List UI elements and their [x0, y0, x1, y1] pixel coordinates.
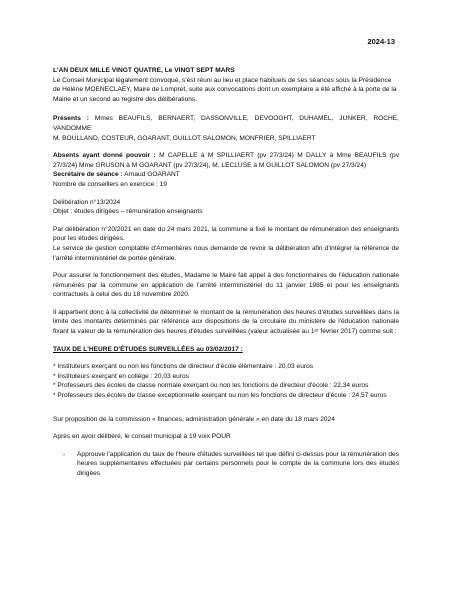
secretary-label: Secrétaire de séance :: [53, 171, 123, 179]
meeting-intro: Le Conseil Municipal légalement convoqué, s'est réuni au lieu et place habituels de ses séances sous la Présidence de Hélène MOENECLAEY, Maire de Lompret, suite aux convocations dont un exemplaire a été affiché à la porte de la Mairie et un second au registre des délibérations.: [53, 76, 397, 103]
secretary-line: [53, 170, 399, 180]
paragraph-1: Par délibération n°20/2021 en date du 24 mars 2021, la commune a fixé le montant de rémunération des enseignants pour les études dirigées.: [53, 225, 399, 243]
present-list-2: M. BOULLAND, COSTEUR, GOARANT, GUILLOT SALOMON, MONFRIER, SPILLIAERT: [53, 134, 316, 142]
absent-list: M CAPELLE à M SPILLIAERT (pv 27/3/24) M DALLY à Mme BEAUFILS (pv 27/3/24) Mme GRUSON à M GOARANT (pv 27/3/24), M. LECLUSE à M GUILLOT SALOMON (pv 27/3/24): [53, 152, 399, 169]
present-label: Présents :: [53, 115, 89, 123]
commission-proposal: Sur proposition de la commission « finances, administration générale » en date du 18 mars 2024: [53, 415, 335, 423]
rate-item: * Professeurs des écoles de classe normale exerçant ou non les fonctions de directeur d'école : 22,34 euros: [53, 382, 369, 390]
deliberation-object: Objet : études dirigées – rémunération enseignants: [53, 208, 203, 216]
rate-item: * Instituteurs exerçant en collège : 20,03 euros: [53, 372, 189, 380]
rate-item: * Instituteurs exerçant ou non les fonctions de directeur d'école élémentaire : 20,03 euros: [53, 363, 314, 371]
vote-result: Après en avoir délibéré, le conseil municipal à 19 voix POUR: [53, 433, 231, 441]
rate-item: * Professeurs des écoles de classe exceptionnelle exerçant ou non les fonctions de directeur d'école : 24,57 euros: [53, 392, 387, 400]
deliberation-number: Délibération n°13/2024: [53, 198, 121, 206]
absent-label: Absents ayant donné pouvoir :: [53, 152, 156, 160]
paragraph-2: Le service de gestion comptable d'Armentières nous demande de revoir la délibération afin d'intégrer la référence de l'arrêté interministériel de portée générale.: [53, 244, 399, 262]
paragraph-4: Il appartient donc à la collectivité de déterminer le montant de la rémunération des heures d'études surveillées dans la limite des montants déterminés par référence aux dispositions de la circulaire du ministère de l'éducation nationale fixant la valeur de la rémunération des heures d'études surveillées (valeur actualisée au 1ᵉʳ février 2017) comme suit :: [53, 308, 399, 336]
present-list: Mmes BEAUFILS, BERNAERT, DASSONVILLE, DEVOOGHT, DUHAMEL, JUNKER, ROCHE, VANDOMME: [53, 115, 399, 132]
council-count: Nombre de conseillers en exercice : 19: [53, 180, 167, 188]
document-number: 2024-13: [367, 37, 395, 46]
date-line: L'AN DEUX MILLE VINGT QUATRE, Le VINGT SEPT MARS: [53, 67, 235, 74]
absent-members: [53, 151, 399, 170]
decision-text: Approuve l'application du taux de l'heure d'études surveillées tel que défini ci-dessus pour la rémunération des heures supplémentaires effectuées par certains personnels pour le compte de la commune lors des études dirigées: [77, 450, 399, 477]
document-body: [53, 66, 399, 479]
dash-bullet: -: [63, 450, 66, 458]
rates-list: [53, 362, 399, 400]
secretary-name: Arnaud GOARANT: [124, 171, 180, 179]
rates-title: TAUX DE L'HEURE D'ÉTUDES SURVEILLÉES au 03/02/2017 :: [53, 345, 243, 353]
paragraph-3: Pour assurer le fonctionnement des études, Madame le Maire fait appel à des fonctionnaires de l'éducation nationale rémunérés par la commune en application de l'arrêté interministériel du 11 janvier 1985 et pour les enseignants contractuels à celui des du 18 novembre 2020.: [53, 272, 399, 299]
decision-item: [53, 450, 399, 479]
present-members: [53, 114, 399, 133]
